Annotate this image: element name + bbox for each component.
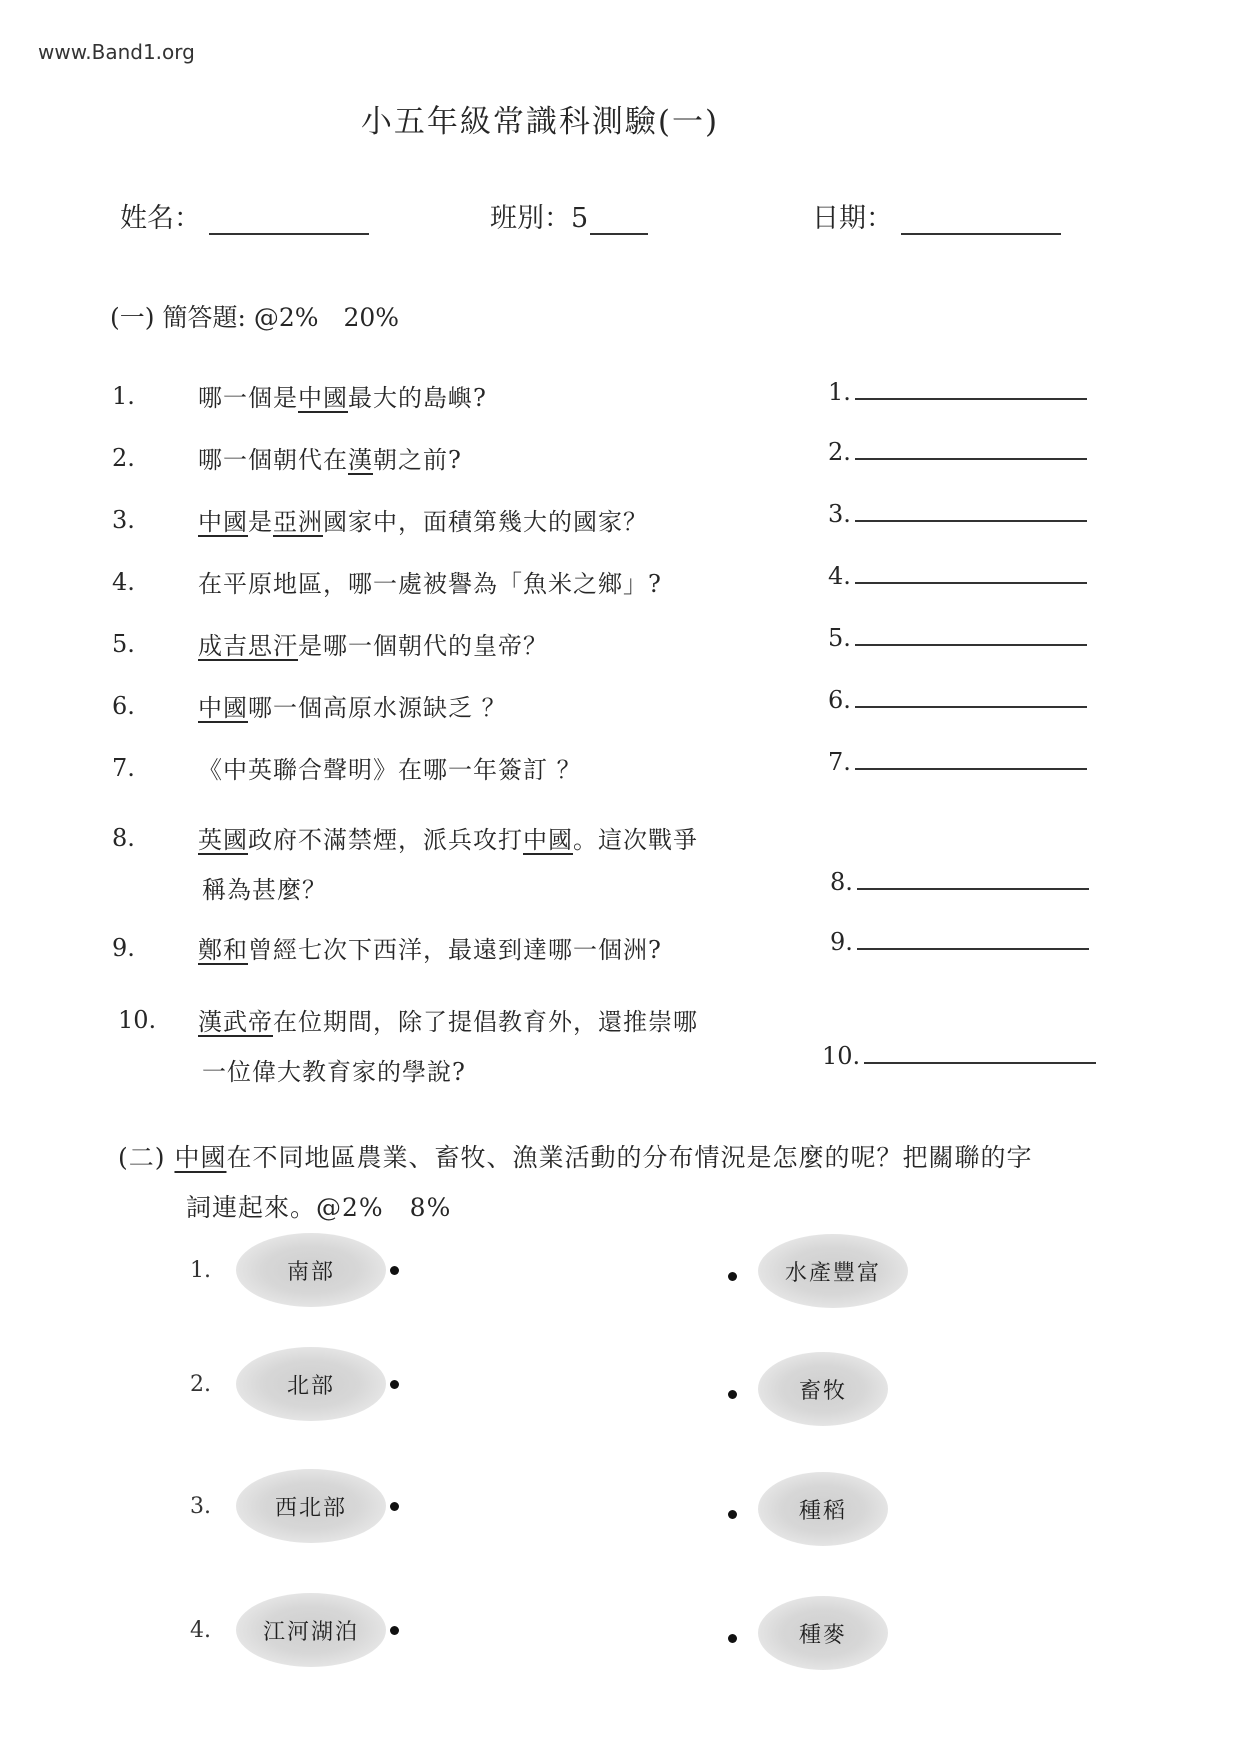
match-left-term: 西北部	[236, 1469, 386, 1543]
answer-number: 7.	[828, 748, 851, 776]
class-blank[interactable]	[590, 233, 648, 235]
answer-number: 10.	[822, 1042, 861, 1070]
section1-heading: (一) 簡答題: @2% 20%	[110, 303, 400, 332]
date-label: 日期：	[812, 203, 893, 234]
name-label: 姓名：	[120, 203, 201, 234]
section2-underlined-term: 中國	[174, 1143, 227, 1172]
answer-blank[interactable]	[828, 748, 1087, 776]
question-text-part: 曾經七次下西洋，最遠到達哪一個洲?	[248, 936, 662, 964]
question-text-part: 是	[248, 508, 273, 536]
question-text-part: 哪一個高原水源缺乏 ？	[248, 694, 507, 722]
question-text	[198, 564, 662, 599]
underlined-proper-noun: 英國	[198, 826, 248, 854]
question-number: 1.	[112, 382, 135, 410]
answer-line[interactable]	[855, 457, 1087, 460]
question-text	[198, 378, 487, 413]
match-right-term: 種稻	[758, 1472, 888, 1546]
match-left-term: 江河湖泊	[236, 1593, 386, 1667]
underlined-proper-noun: 中國	[298, 384, 348, 412]
question-text-part: 政府不滿禁煙，派兵攻打	[248, 826, 523, 854]
source-url: www.Band1.org	[38, 40, 195, 64]
answer-number: 1.	[828, 378, 851, 406]
underlined-proper-noun: 中國	[523, 826, 573, 854]
answer-line[interactable]	[857, 887, 1089, 890]
question-number: 9.	[112, 934, 135, 962]
question-text	[198, 626, 548, 661]
underlined-proper-noun: 中國	[198, 694, 248, 722]
answer-line[interactable]	[855, 397, 1087, 400]
question-text-part: 。這次戰爭	[573, 826, 698, 854]
name-blank[interactable]	[209, 233, 369, 235]
question-text-part: 最大的島嶼?	[348, 384, 487, 412]
answer-number: 8.	[830, 868, 853, 896]
answer-line[interactable]	[864, 1061, 1096, 1064]
question-number: 4.	[112, 568, 135, 596]
answer-line[interactable]	[855, 767, 1087, 770]
question-text-part: 哪一個是	[198, 384, 298, 412]
match-right-term: 種麥	[758, 1596, 888, 1670]
underlined-proper-noun: 漢武帝	[198, 1008, 273, 1036]
answer-number: 4.	[828, 562, 851, 590]
question-text	[198, 930, 662, 965]
question-text-line2: 一位偉大教育家的學說?	[202, 1058, 466, 1086]
answer-blank[interactable]	[822, 1042, 1096, 1070]
answer-number: 6.	[828, 686, 851, 714]
answer-blank[interactable]	[828, 378, 1087, 406]
match-right-dot[interactable]	[728, 1390, 737, 1399]
answer-blank[interactable]	[828, 562, 1087, 590]
underlined-proper-noun: 中國	[198, 508, 248, 536]
underlined-proper-noun: 成吉思汗	[198, 632, 298, 660]
underlined-proper-noun: 漢	[348, 446, 373, 474]
question-text	[198, 750, 582, 785]
match-right-term: 畜牧	[758, 1352, 888, 1426]
match-left-number: 4.	[190, 1618, 211, 1643]
question-number: 6.	[112, 692, 135, 720]
section2-intro-text: 在不同地區農業、畜牧、漁業活動的分布情況是怎麼的呢？把關聯的字	[226, 1143, 1033, 1172]
question-number: 7.	[112, 754, 135, 782]
match-right-dot[interactable]	[728, 1634, 737, 1643]
match-right-dot[interactable]	[728, 1272, 737, 1281]
question-number: 3.	[112, 506, 135, 534]
answer-blank[interactable]	[828, 686, 1087, 714]
question-text-part: 《中英聯合聲明》在哪一年簽訂 ？	[198, 756, 582, 784]
answer-line[interactable]	[857, 947, 1089, 950]
answer-blank[interactable]	[828, 624, 1087, 652]
question-text-part: 哪一個朝代在	[198, 446, 348, 474]
question-number: 8.	[112, 824, 135, 852]
answer-blank[interactable]	[830, 868, 1089, 896]
question-text-part: 在平原地區，哪一處被譽為「魚米之鄉」?	[198, 570, 662, 598]
answer-number: 3.	[828, 500, 851, 528]
answer-blank[interactable]	[828, 500, 1087, 528]
question-text-line2: 稱為甚麼？	[202, 876, 327, 904]
answer-line[interactable]	[855, 643, 1087, 646]
match-left-term: 南部	[236, 1233, 386, 1307]
match-left-dot[interactable]	[390, 1626, 399, 1635]
answer-line[interactable]	[855, 519, 1087, 522]
question-text-part: 國家中，面積第幾大的國家？	[323, 508, 648, 536]
answer-line[interactable]	[855, 581, 1087, 584]
section2-prefix: (二)	[118, 1143, 166, 1172]
date-field	[812, 196, 1061, 235]
name-field	[120, 196, 369, 235]
question-number: 10.	[118, 1006, 157, 1034]
match-left-dot[interactable]	[390, 1266, 399, 1275]
match-left-number: 3.	[190, 1494, 211, 1519]
question-text-part: 在位期間，除了提倡教育外，還推崇哪	[273, 1008, 698, 1036]
question-text	[198, 440, 462, 475]
question-text	[198, 502, 648, 537]
section2-intro	[118, 1138, 1033, 1174]
date-blank[interactable]	[901, 233, 1061, 235]
match-right-dot[interactable]	[728, 1510, 737, 1519]
question-text-part: 朝之前?	[373, 446, 462, 474]
match-right-term: 水產豐富	[758, 1234, 908, 1308]
question-number: 2.	[112, 444, 135, 472]
match-left-number: 1.	[190, 1258, 211, 1283]
question-text	[198, 688, 507, 723]
answer-number: 9.	[830, 928, 853, 956]
underlined-proper-noun: 鄭和	[198, 936, 248, 964]
answer-number: 5.	[828, 624, 851, 652]
class-value: 5	[571, 203, 589, 234]
question-number: 5.	[112, 630, 135, 658]
question-text	[198, 1002, 698, 1037]
question-text	[198, 820, 698, 855]
answer-blank[interactable]	[830, 928, 1089, 956]
question-text-part: 是哪一個朝代的皇帝？	[298, 632, 548, 660]
class-field	[490, 196, 648, 235]
underlined-proper-noun: 亞洲	[273, 508, 323, 536]
answer-number: 2.	[828, 438, 851, 466]
answer-line[interactable]	[855, 705, 1087, 708]
match-left-dot[interactable]	[390, 1502, 399, 1511]
match-left-term: 北部	[236, 1347, 386, 1421]
section2-intro-line2: 詞連起來。@2% 8%	[186, 1193, 452, 1222]
class-label: 班別：	[490, 203, 571, 234]
match-left-dot[interactable]	[390, 1380, 399, 1389]
answer-blank[interactable]	[828, 438, 1087, 466]
match-left-number: 2.	[190, 1372, 211, 1397]
page-title: 小五年級常識科測驗(一)	[360, 104, 720, 140]
